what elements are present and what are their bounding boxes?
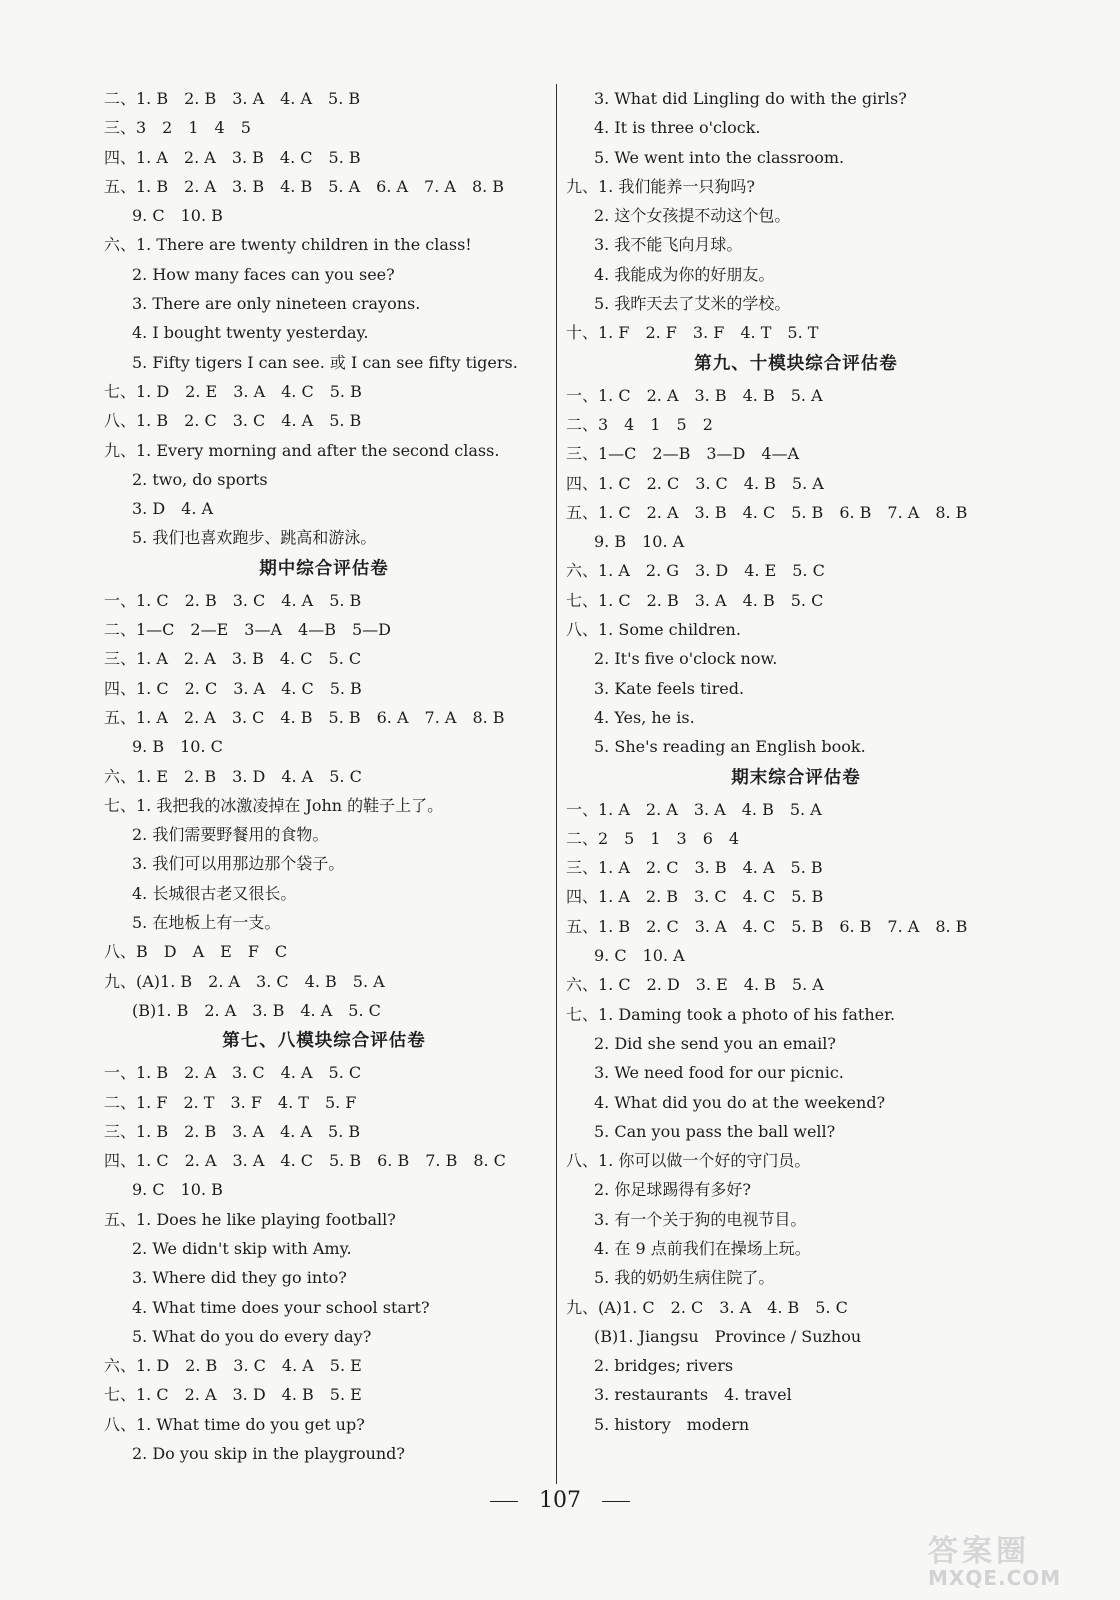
page-number: 107 xyxy=(539,1488,581,1513)
answer-line: 九、(A)1. C 2. C 3. A 4. B 5. C xyxy=(566,1297,848,1317)
answer-line: 四、1. C 2. C 3. C 4. B 5. A xyxy=(566,473,824,493)
page-footer xyxy=(0,1488,1120,1513)
footer-dash-left xyxy=(490,1501,518,1502)
answer-line: 2. How many faces can you see? xyxy=(132,264,395,284)
section-title: 第九、十模块综合评估卷 xyxy=(694,353,898,374)
answer-line: 五、1. B 2. A 3. B 4. B 5. A 6. A 7. A 8. B xyxy=(104,176,505,196)
answer-line: 四、1. A 2. A 3. B 4. C 5. B xyxy=(104,147,361,167)
answer-line: 2. Do you skip in the playground? xyxy=(132,1444,405,1464)
answer-line: 2. Did she send you an email? xyxy=(594,1033,836,1053)
answer-line: 4. 我能成为你的好朋友。 xyxy=(594,264,775,284)
footer-dash-right xyxy=(602,1501,630,1502)
section-title: 期末综合评估卷 xyxy=(731,767,861,788)
answer-line: 九、1. Every morning and after the second class. xyxy=(104,440,500,460)
watermark-logo xyxy=(928,1526,1098,1590)
answer-line: 六、1. D 2. B 3. C 4. A 5. E xyxy=(104,1356,362,1376)
answer-line: 一、1. C 2. B 3. C 4. A 5. B xyxy=(104,590,362,610)
answer-line: 3. There are only nineteen crayons. xyxy=(132,294,421,314)
answer-line: 5. 我的奶奶生病住院了。 xyxy=(594,1268,775,1288)
answer-line: 三、1. B 2. B 3. A 4. A 5. B xyxy=(104,1121,361,1141)
section-title: 第七、八模块综合评估卷 xyxy=(222,1031,426,1052)
answer-line: 5. 我们也喜欢跑步、跳高和游泳。 xyxy=(132,528,377,548)
answer-line: 4. 在 9 点前我们在操场上玩。 xyxy=(594,1238,811,1258)
answer-line: 一、1. A 2. A 3. A 4. B 5. A xyxy=(566,799,822,819)
answer-line: 五、1. C 2. A 3. B 4. C 5. B 6. B 7. A 8. B xyxy=(566,502,968,522)
answer-line: 五、1. Does he like playing football? xyxy=(104,1209,396,1229)
right-column xyxy=(566,84,1026,1439)
answer-line: (B)1. Jiangsu Province / Suzhou xyxy=(594,1326,862,1346)
answer-line: 三、3 2 1 4 5 xyxy=(104,118,251,138)
answer-line: 2. 你足球踢得有多好? xyxy=(594,1180,751,1200)
answer-line: 四、1. C 2. A 3. A 4. C 5. B 6. B 7. B 8. C xyxy=(104,1151,506,1171)
answer-line: 二、1. F 2. T 3. F 4. T 5. F xyxy=(104,1092,357,1112)
answer-line: 3. 我不能飞向月球。 xyxy=(594,235,743,255)
answer-line: 六、1. There are twenty children in the class! xyxy=(104,235,472,255)
answer-line: 3. What did Lingling do with the girls? xyxy=(594,89,907,108)
answer-line: 3. Kate feels tired. xyxy=(594,678,745,698)
answer-line: 七、1. C 2. A 3. D 4. B 5. E xyxy=(104,1385,362,1405)
answer-line: 二、1. B 2. B 3. A 4. A 5. B xyxy=(104,89,361,108)
answer-line: 八、1. What time do you get up? xyxy=(104,1414,365,1434)
answer-line: (B)1. B 2. A 3. B 4. A 5. C xyxy=(132,1000,381,1020)
answer-line: 9. B 10. C xyxy=(132,737,223,757)
answer-line: 5. 在地板上有一支。 xyxy=(132,913,281,933)
answer-line: 5. Fifty tigers I can see. 或 I can see fifty tigers. xyxy=(132,352,518,372)
answer-line: 3. We need food for our picnic. xyxy=(594,1063,844,1083)
answer-line: 3. D 4. A xyxy=(132,499,214,519)
answer-line: 9. C 10. B xyxy=(132,206,223,226)
answer-line: 八、1. 你可以做一个好的守门员。 xyxy=(566,1151,811,1171)
answer-line: 九、1. 我们能养一只狗吗? xyxy=(566,176,755,196)
answer-line: 八、1. Some children. xyxy=(566,620,741,640)
answer-line: 七、1. 我把我的冰激凌掉在 John 的鞋子上了。 xyxy=(104,795,444,815)
answer-line: 八、B D A E F C xyxy=(104,942,288,962)
answer-line: 七、1. C 2. B 3. A 4. B 5. C xyxy=(566,590,824,610)
answer-line: 六、1. C 2. D 3. E 4. B 5. A xyxy=(566,975,824,995)
answer-line: 4. What time does your school start? xyxy=(132,1297,430,1317)
answer-line: 三、1. A 2. C 3. B 4. A 5. B xyxy=(566,858,823,878)
answer-line: 9. C 10. B xyxy=(132,1180,223,1200)
answer-line: 2. 这个女孩提不动这个包。 xyxy=(594,206,791,226)
answer-line: 三、1. A 2. A 3. B 4. C 5. C xyxy=(104,649,362,669)
column-divider xyxy=(556,84,557,1484)
answer-line: 三、1—C 2—B 3—D 4—A xyxy=(566,444,800,464)
answer-line: 4. It is three o'clock. xyxy=(594,118,761,138)
answer-line: 3. restaurants 4. travel xyxy=(594,1385,792,1405)
answer-line: 3. 我们可以用那边那个袋子。 xyxy=(132,854,345,874)
answer-line: 4. Yes, he is. xyxy=(594,707,695,727)
answer-line: 5. 我昨天去了艾米的学校。 xyxy=(594,294,791,314)
answer-line: 五、1. A 2. A 3. C 4. B 5. B 6. A 7. A 8. B xyxy=(104,707,505,727)
answer-line: 七、1. D 2. E 3. A 4. C 5. B xyxy=(104,381,362,401)
answer-line: 二、1—C 2—E 3—A 4—B 5—D xyxy=(104,620,391,640)
answer-line: 2. bridges; rivers xyxy=(594,1356,734,1376)
watermark-url: MXQE.COM xyxy=(928,1566,1062,1590)
answer-line: 四、1. A 2. B 3. C 4. C 5. B xyxy=(566,887,824,907)
answer-line: 四、1. C 2. C 3. A 4. C 5. B xyxy=(104,678,362,698)
answer-line: 二、2 5 1 3 6 4 xyxy=(566,828,740,848)
answer-line: 六、1. E 2. B 3. D 4. A 5. C xyxy=(104,766,362,786)
answer-line: 八、1. B 2. C 3. C 4. A 5. B xyxy=(104,411,362,431)
answer-line: 五、1. B 2. C 3. A 4. C 5. B 6. B 7. A 8. B xyxy=(566,916,968,936)
answer-line: 2. 我们需要野餐用的食物。 xyxy=(132,825,329,845)
answer-line: 十、1. F 2. F 3. F 4. T 5. T xyxy=(566,323,819,343)
answer-line: 4. What did you do at the weekend? xyxy=(594,1092,886,1112)
answer-line: 3. Where did they go into? xyxy=(132,1268,347,1288)
answer-line: 5. Can you pass the ball well? xyxy=(594,1121,836,1141)
answer-line: 5. history modern xyxy=(594,1414,750,1434)
answer-line: 4. 长城很古老又很长。 xyxy=(132,883,297,903)
watermark-title: 答案圈 xyxy=(928,1534,1030,1569)
answer-line: 9. B 10. A xyxy=(594,532,685,552)
answer-line: 二、3 4 1 5 2 xyxy=(566,414,713,434)
left-column xyxy=(104,84,544,1468)
answer-line: 4. I bought twenty yesterday. xyxy=(132,323,369,343)
answer-line: 一、1. C 2. A 3. B 4. B 5. A xyxy=(566,385,823,405)
answer-line: 一、1. B 2. A 3. C 4. A 5. C xyxy=(104,1063,362,1083)
answer-line: 3. 有一个关于狗的电视节目。 xyxy=(594,1209,807,1229)
answer-line: 九、(A)1. B 2. A 3. C 4. B 5. A xyxy=(104,971,385,991)
section-title: 期中综合评估卷 xyxy=(259,558,389,579)
answer-line: 2. two, do sports xyxy=(132,469,268,489)
answer-line: 5. She's reading an English book. xyxy=(594,737,866,757)
answer-line: 5. We went into the classroom. xyxy=(594,147,845,167)
answer-line: 9. C 10. A xyxy=(594,946,685,966)
answer-line: 七、1. Daming took a photo of his father. xyxy=(566,1004,896,1024)
answer-line: 2. It's five o'clock now. xyxy=(594,649,778,669)
answer-line: 5. What do you do every day? xyxy=(132,1326,372,1346)
answer-line: 2. We didn't skip with Amy. xyxy=(132,1238,352,1258)
answer-line: 六、1. A 2. G 3. D 4. E 5. C xyxy=(566,561,825,581)
